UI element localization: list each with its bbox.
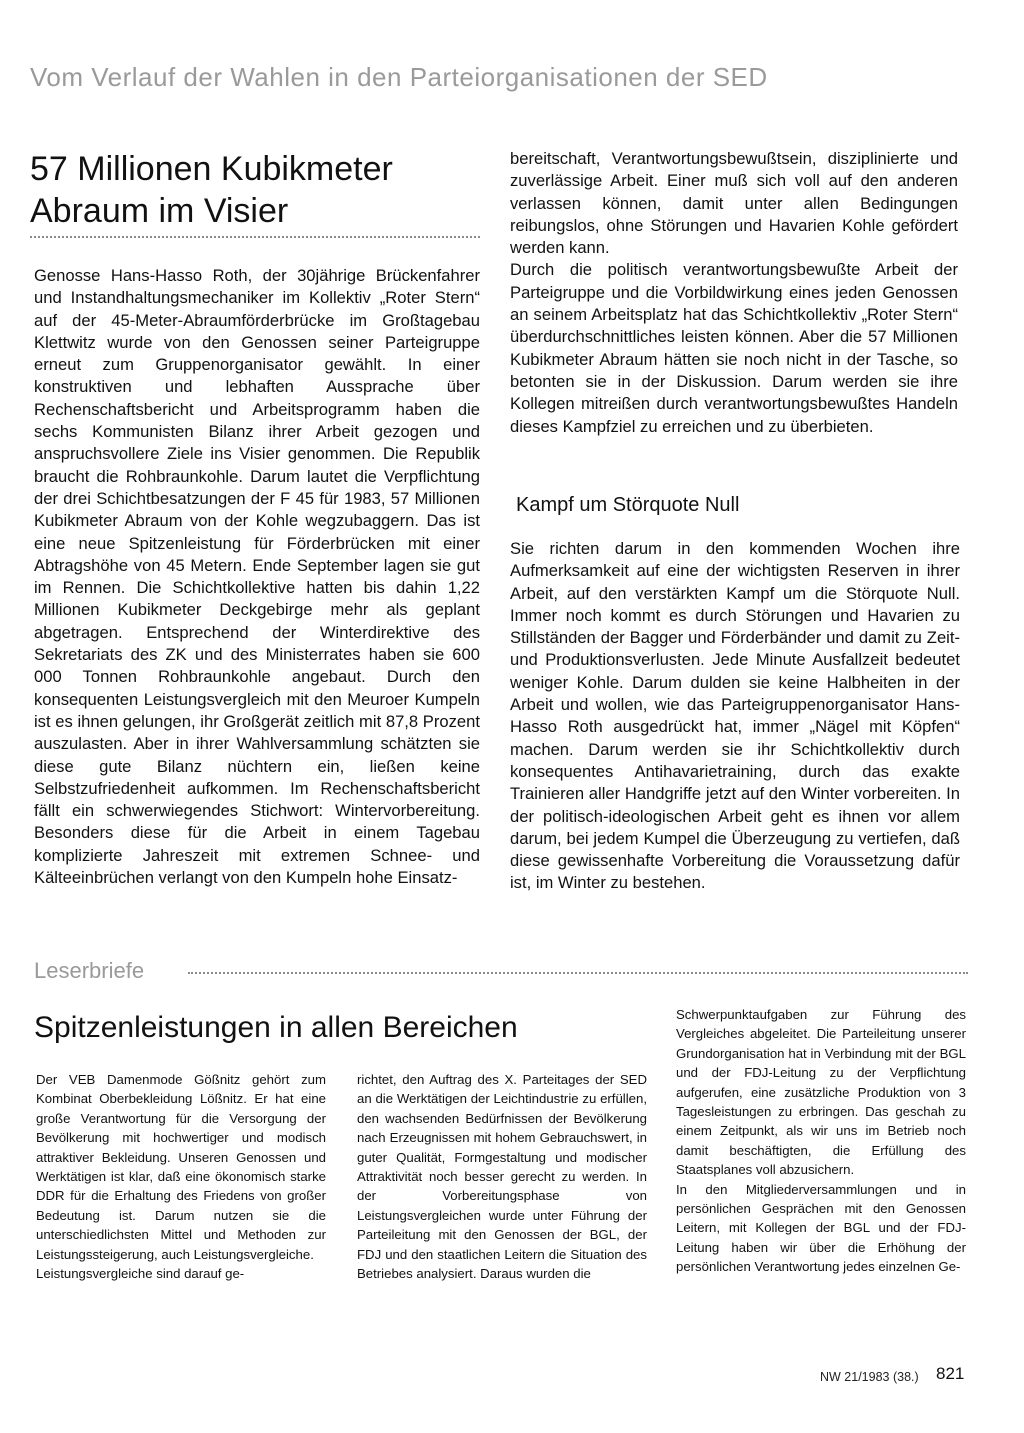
headline-rule <box>30 236 480 238</box>
letters-rule <box>188 972 968 974</box>
article-paragraph: bereitschaft, Verantwortungsbewußtsein, disziplinierte und zuverlässige Arbeit. Einer muß sich voll auf den anderen verlassen können, damit unter allen Bedingungen reibungslos, ohne Störungen und Havarien Kohle gefördert werden kann. <box>510 149 958 258</box>
letter-column-1 <box>36 1070 326 1283</box>
letters-kicker: Leserbriefe <box>34 958 145 983</box>
article-paragraph: Sie richten darum in den kommenden Wochen ihre Aufmerksamkeit auf eine der wichtigsten Reserven in ihrer Arbeit, auf den verstärkten Kampf um die Störquote Null. Immer noch kommt es durch Störungen und Havarien zu Stillständen der Bagger und Förderbänder und damit zu Zeit- und Produktionsverlusten. Jede Minute Ausfallzeit bedeutet weniger Kohle. Darum dulden sie keine Halbheiten in der Arbeit und wollen, wie das Parteigruppenorganisator Hans-Hasso Roth ausgedrückt hat, immer „Nägel mit Köpfen“ machen. Darum werden sie ihr Schichtkollektiv durch konsequentes Antihavarietraining, durch das exakte Trainieren aller Handgriffe jetzt auf den Winter vorbereiten. In der politisch-ideologischen Arbeit geht es ihnen vor allem darum, bei jedem Kumpel die Überzeugung zu vertiefen, daß diese gewissenhafte Vorbereitung die Voraussetzung dafür ist, im Winter zu bestehen. <box>510 539 960 893</box>
article-paragraph: Genosse Hans-Hasso Roth, der 30jährige Brückenfahrer und Instandhaltungsmechaniker im Kollektiv „Roter Stern“ auf der 45-Meter-Abraumförderbrücke im Großtagebau Klettwitz wurde von den Genossen seiner Parteigruppe erneut zum Gruppenorganisator gewählt. In einer konstruktiven und lebhaften Aussprache über Rechenschaftsbericht und Arbeitsprogramm haben die sechs Kommunisten Bilanz ihrer Arbeit gezogen und anspruchsvollere Ziele ins Visier genommen. Die Republik braucht die Rohbraunkohle. Darum lautet die Verpflichtung der drei Schichtbesatzungen der F 45 für 1983, 57 Millionen Kubikmeter Abraum von der Kohle wegzubaggern. Das ist eine neue Spitzenleistung für Förderbrücken mit einer Abtragshöhe von 45 Metern. Ende September lagen sie gut im Rennen. Die Schichtkollektive hatten bis dahin 1,22 Millionen Kubikmeter Deckgebirge mehr als geplant abgetragen. Entsprechend der Winterdirektive des Sekretariats des ZK und des Ministerrates haben sie 600 000 Tonnen Rohbraunkohle angebaut. Durch den konsequenten Leistungsvergleich mit den Meuroer Kumpeln ist es ihnen gelungen, ihr Großgerät zeitlich mit 87,8 Prozent auszulasten. Aber in ihrer Wahlversammlung schätzten sie diese gute Bilanz nüchtern ein, ließen keine Selbstzufriedenheit aufkommen. Im Rechenschaftsbericht fällt ein schwerwiegendes Stichwort: Wintervorbereitung. Besonders diese für die Arbeit in einem Tagebau komplizierte Jahreszeit mit extremen Schnee- und Kälteeinbrüchen verlangt von den Kumpeln hohe Einsatz- <box>34 266 480 888</box>
section-kicker: Vom Verlauf der Wahlen in den Parteiorganisationen der SED <box>30 62 768 92</box>
article-headline <box>30 148 490 232</box>
letter-paragraph: richtet, den Auftrag des X. Parteitages der SED an die Werktätigen der Leichtindustrie zu erfüllen, den wachsenden Bedürfnissen der Bevölkerung nach Erzeugnissen mit hohem Gebrauchswert, in guter Qualität, Formgestaltung und modischer Attraktivität noch besser gerecht zu werden. In der Vorbereitungsphase von Leistungsvergleichen wurde unter Führung der Parteileitung mit den Genossen der BGL, der FDJ und den staatlichen Leitern die Situation des Betriebes analysiert. Daraus wurden die <box>357 1072 647 1282</box>
letter-paragraph: In den Mitgliederversammlungen und in persönlichen Gesprächen mit den Genossen Leitern, mit Kollegen der BGL und der FDJ-Leitung haben wir über die Erhöhung der persönlichen Verantwortung jedes einzelnen Ge- <box>676 1181 966 1275</box>
page-number: 821 <box>936 1364 965 1383</box>
article-column-1 <box>34 265 480 889</box>
headline-line-2: Abraum im Visier <box>30 192 289 230</box>
article-column-2-top <box>510 148 958 438</box>
letter-paragraph: Leistungsvergleiche sind darauf ge- <box>36 1266 245 1282</box>
article-column-2-bottom <box>510 538 960 895</box>
article-subheading: Kampf um Störquote Null <box>516 494 740 516</box>
issue-reference: NW 21/1983 (38.) <box>820 1370 919 1384</box>
letters-headline: Spitzenleistungen in allen Bereichen <box>34 1011 518 1044</box>
article-paragraph: Durch die politisch verantwortungsbewußte Arbeit der Parteigruppe und die Vorbildwirkung eines jeden Genossen an seinem Arbeitsplatz hat das Schichtkollektiv „Roter Stern“ überdurchschnittliches leisten können. Aber die 57 Millionen Kubikmeter Abraum hätten sie noch nicht in der Tasche, so betonten sie in der Diskussion. Darum werden sie ihre Kollegen mitreißen durch verantwortungsbewußtes Handeln dieses Kampfziel zu erreichen und zu überbieten. <box>510 260 958 436</box>
letter-paragraph: Der VEB Damenmode Gößnitz gehört zum Kombinat Oberbekleidung Lößnitz. Er hat eine große Verantwortung für die Versorgung der Bevölkerung mit hochwertiger und modisch attraktiver Bekleidung. Unseren Genossen und Werktätigen ist klar, daß eine ökonomisch starke DDR für die Erhaltung des Friedens von großer Bedeutung ist. Darum nutzen sie die unterschiedlichsten Mittel und Methoden zur Leistungssteigerung, auch Leistungsvergleiche. <box>36 1072 326 1262</box>
letter-column-2 <box>357 1070 647 1283</box>
letter-column-3 <box>676 1005 966 1277</box>
headline-line-1: 57 Millionen Kubikmeter <box>30 150 393 188</box>
letter-paragraph: Schwerpunktaufgaben zur Führung des Vergleiches abgeleitet. Die Parteileitung unserer Grundorganisation hat in Verbindung mit der BGL und der FDJ-Leitung zu der Verpflichtung aufgerufen, eine zusätzliche Produktion von 3 Tagesleistungen zu erbringen. Das geschah zu einem Zeitpunkt, als wir uns im Betrieb noch damit beschäftigten, die Erfüllung des Staatsplanes voll abzusichern. <box>676 1007 966 1178</box>
